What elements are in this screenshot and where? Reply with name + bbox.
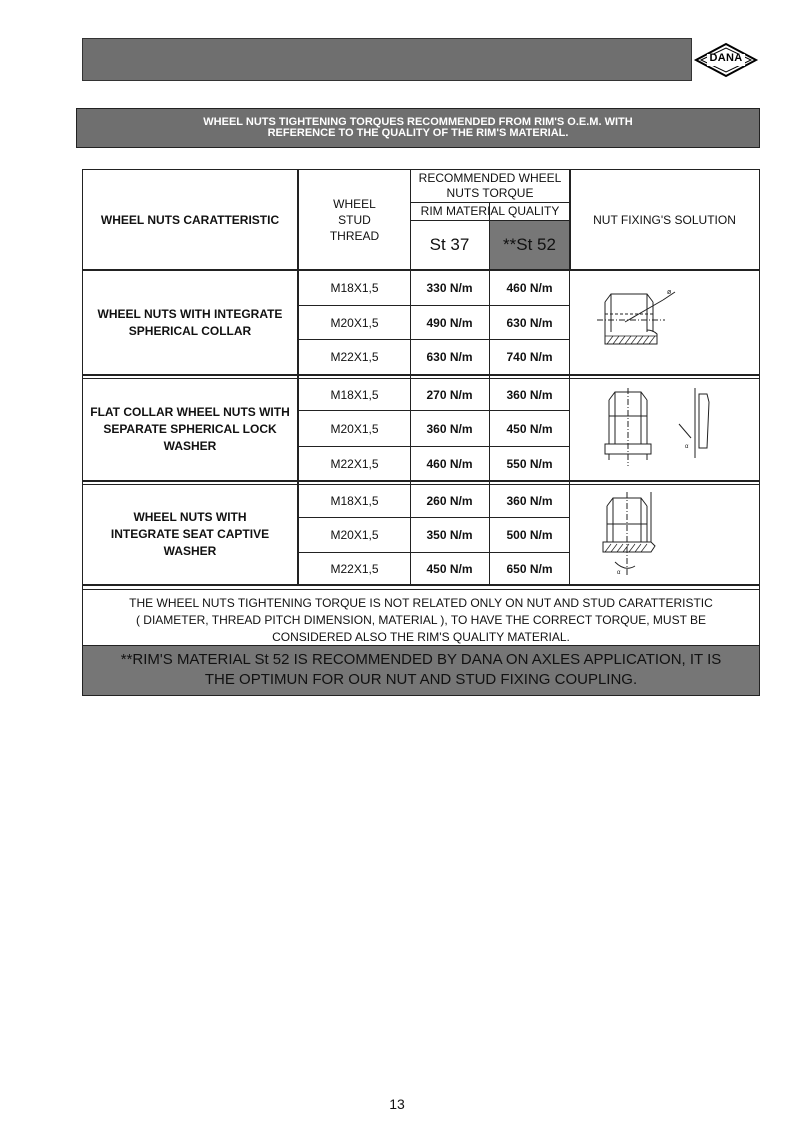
spherical-collar-nut-drawing [595, 282, 695, 356]
recommendation-line-2: THE OPTIMUN FOR OUR NUT AND STUD FIXING COUPLING. [204, 671, 638, 688]
note-line-2: ( DIAMETER, THREAD PITCH DIMENSION, MATERIAL ), TO HAVE THE CORRECT TORQUE, MUST BE [135, 613, 707, 627]
header-rim-material-quality: RIM MATERIAL QUALITY [420, 204, 560, 218]
thread-cell: M20X1,5 [330, 315, 379, 330]
st37-cell: 460 N/m [426, 456, 473, 471]
st52-cell: 740 N/m [506, 350, 553, 364]
note-line-3: CONSIDERED ALSO THE RIM'S QUALITY MATERIAL. [272, 630, 570, 644]
note-line-1: THE WHEEL NUTS TIGHTENING TORQUE IS NOT RELATED ONLY ON NUT AND STUD CARATTERISTIC [129, 596, 713, 610]
svg-text:α: α [617, 570, 621, 576]
thread-cell: M20X1,5 [330, 421, 379, 436]
title-banner [76, 108, 760, 148]
st37-cell: 350 N/m [426, 528, 473, 542]
svg-text:α: α [685, 444, 689, 450]
st37-cell: 360 N/m [426, 421, 473, 436]
st37-cell: 330 N/m [426, 281, 473, 295]
st52-cell: 360 N/m [506, 387, 553, 402]
st52-cell: 500 N/m [506, 528, 553, 542]
recommendation-line-1: **RIM'S MATERIAL St 52 IS RECOMMENDED BY DANA ON AXLES APPLICATION, IT IS [120, 651, 722, 668]
logo-text: DANA [709, 52, 743, 64]
banner-line-1: WHEEL NUTS TIGHTENING TORQUES RECOMMENDED FROM RIM'S O.E.M. WITH [203, 116, 633, 128]
thread-cell: M20X1,5 [330, 528, 379, 542]
banner-line-2: REFERENCE TO THE QUALITY OF THE RIM'S MATERIAL. [267, 127, 569, 139]
header-characteristic: WHEEL NUTS CARATTERISTIC [100, 212, 280, 227]
group-name: WHEEL NUTS WITH INTEGRATE SEAT CAPTIVE WASHER [110, 510, 270, 558]
torque-table [82, 169, 760, 696]
st37-cell: 490 N/m [426, 315, 473, 330]
header-torque-line-1: RECOMMENDED WHEEL [418, 171, 562, 185]
st52-cell: 630 N/m [506, 315, 553, 330]
page-number: 13 [389, 1096, 405, 1112]
st37-cell: 270 N/m [426, 387, 473, 402]
captive-washer-nut-drawing [595, 492, 695, 578]
st52-cell: 650 N/m [506, 561, 553, 576]
thread-cell: M18X1,5 [330, 494, 379, 508]
header-stud-thread: WHEEL STUD THREAD [329, 196, 380, 243]
flat-collar-nut-washer-drawing [595, 388, 735, 468]
thread-cell: M18X1,5 [330, 281, 379, 295]
st52-cell: 550 N/m [506, 456, 553, 471]
torque-note [83, 592, 759, 646]
header-torque-line-2: NUTS TORQUE [446, 186, 534, 200]
thread-cell: M22X1,5 [330, 350, 379, 364]
group-name: FLAT COLLAR WHEEL NUTS WITH SEPARATE SPHERICAL LOCK WASHER [90, 405, 290, 453]
st52-cell: 460 N/m [506, 281, 553, 295]
thread-cell: M18X1,5 [330, 387, 379, 402]
header-bar [82, 38, 692, 81]
st37-cell: 630 N/m [426, 350, 473, 364]
header-recommended-torque [410, 170, 570, 202]
recommendation-banner [83, 646, 759, 695]
st52-cell: 450 N/m [506, 421, 553, 436]
thread-cell: M22X1,5 [330, 456, 379, 471]
svg-text:ø: ø [667, 289, 672, 296]
header-st52: **St 52 [503, 235, 556, 254]
dana-logo [693, 41, 759, 79]
header-st37: St 37 [429, 235, 470, 254]
st37-cell: 260 N/m [426, 494, 473, 508]
group-name: WHEEL NUTS WITH INTEGRATE SPHERICAL COLLAR [97, 306, 283, 338]
thread-cell: M22X1,5 [330, 561, 379, 576]
st52-cell: 360 N/m [506, 494, 553, 508]
header-fixing-solution: NUT FIXING'S SOLUTION [593, 212, 736, 227]
st37-cell: 450 N/m [426, 561, 473, 576]
